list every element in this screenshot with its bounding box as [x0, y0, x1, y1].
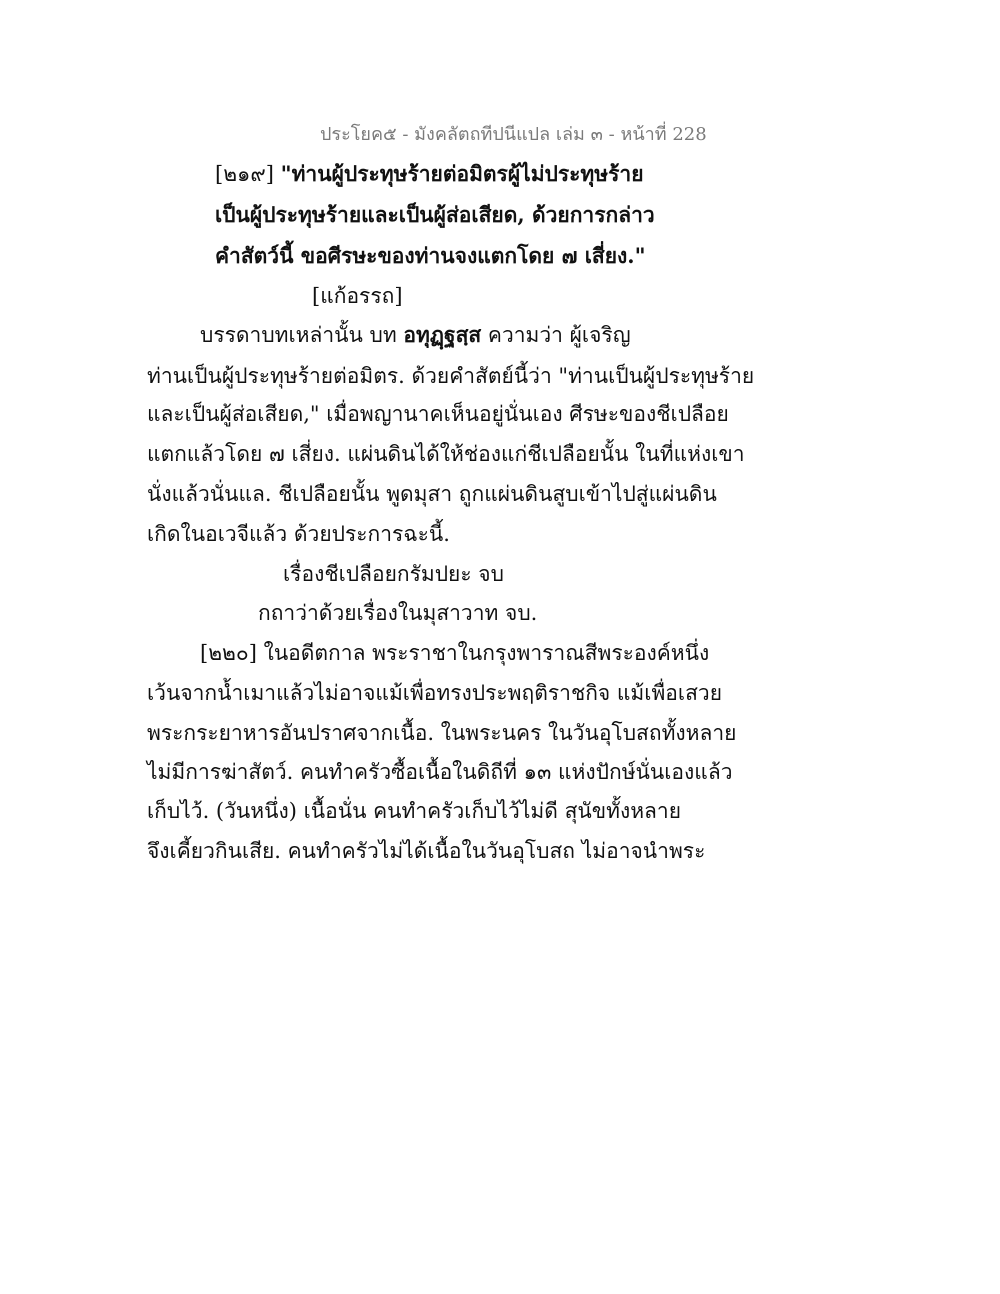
paragraph-220-line-5: เก็บไว้. (วันหนึ่ง) เนื้อนั่น คนทำครัวเก็บไว้ไม่ดี สุนัขทั้งหลาย [147, 799, 682, 823]
commentary-line-5: นั่งแล้วนั่นแล. ชีเปลือยนั้น พูดมุสา ถูกแผ่นดินสูบเข้าไปสู่แผ่นดิน [147, 482, 717, 506]
commentary-line-4: แตกแล้วโดย ๗ เสี่ยง. แผ่นดินได้ให้ช่องแก่ชีเปลือยนั้น ในที่แห่งเขา [147, 442, 745, 466]
commentary-line-3: และเป็นผู้ส่อเสียด," เมื่อพญานาคเห็นอยู่นั่นเอง ศีรษะของชีเปลือย [147, 402, 729, 426]
verse-line-2: เป็นผู้ประทุษร้ายและเป็นผู้ส่อเสียด, ด้วยการกล่าว [215, 202, 655, 227]
paragraph-220-line-4: ไม่มีการฆ่าสัตว์. คนทำครัวซื้อเนื้อในดิถีที่ ๑๓ แห่งปักษ์นั่นเองแล้ว [147, 760, 733, 784]
commentary-text-1b: ความว่า ผู้เจริญ [487, 323, 631, 347]
commentary-line-6: เกิดในอเวจีแล้ว ด้วยประการฉะนี้. [147, 522, 450, 546]
verse-number: [๒๑๙] [215, 162, 274, 186]
verse-line-1 [215, 159, 644, 189]
commentary-line-1 [200, 320, 631, 350]
section-heading: [แก้อรรถ] [312, 284, 403, 308]
verse-line-3: คำสัตว์นี้ ขอศีรษะของท่านจงแตกโดย ๗ เสี่ยง." [215, 243, 646, 268]
story-end: เรื่องชีเปลือยกรัมปยะ จบ [283, 562, 504, 586]
paragraph-220-line-3: พระกระยาหารอันปราศจากเนื้อ. ในพระนคร ในวันอุโบสถทั้งหลาย [147, 721, 737, 745]
commentary-text-1a: บรรดาบทเหล่านั้น บท [200, 323, 397, 347]
pali-term: อทุฏฺฐสฺส [403, 322, 482, 347]
section-end: กถาว่าด้วยเรื่องในมุสาวาท จบ. [258, 601, 538, 625]
paragraph-220-line-1: [๒๒๐] ในอดีตกาล พระราชาในกรุงพาราณสีพระองค์หนึ่ง [200, 641, 710, 665]
verse-text-1: "ท่านผู้ประทุษร้ายต่อมิตรผู้ไม่ประทุษร้าย [280, 161, 644, 186]
page-header: ประโยค๕ - มังคลัตถทีปนีแปล เล่ม ๓ - หน้าที่ 228 [320, 124, 707, 145]
commentary-line-2: ท่านเป็นผู้ประทุษร้ายต่อมิตร. ด้วยคำสัตย์นี้ว่า "ท่านเป็นผู้ประทุษร้าย [147, 364, 755, 388]
paragraph-220-line-2: เว้นจากน้ำเมาแล้วไม่อาจแม้เพื่อทรงประพฤติราชกิจ แม้เพื่อเสวย [147, 681, 722, 705]
paragraph-220-line-6: จึงเคี้ยวกินเสีย. คนทำครัวไม่ได้เนื้อในวันอุโบสถ ไม่อาจนำพระ [147, 839, 706, 863]
